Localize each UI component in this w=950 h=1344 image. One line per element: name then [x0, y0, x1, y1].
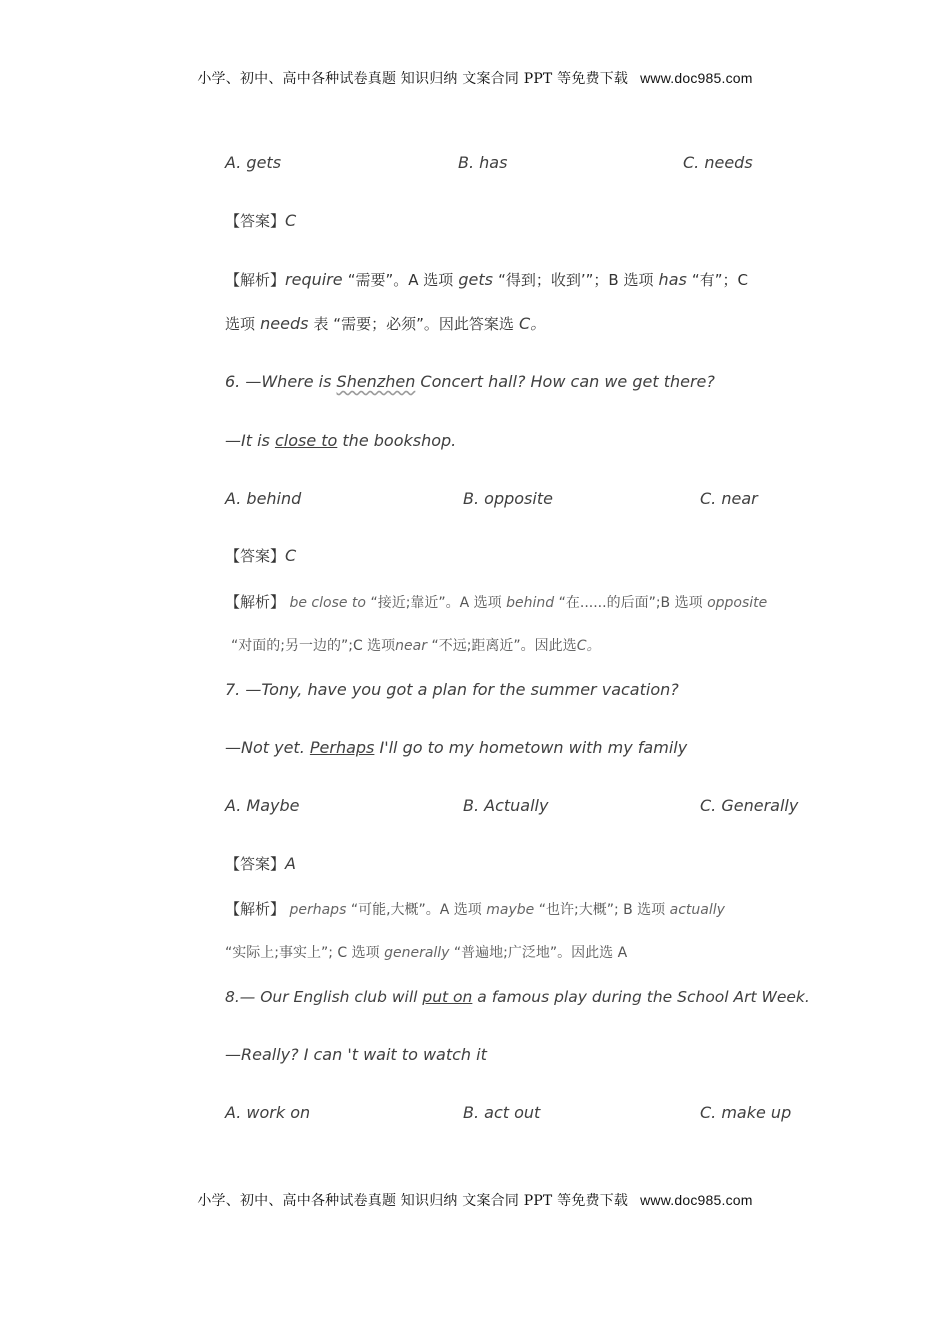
q7-analysis-line-2: [225, 943, 627, 963]
q6-prompt-a: 6. —Where is: [225, 372, 337, 391]
q7-option-b: B. Actually: [463, 796, 549, 815]
q5-answer-value: C: [285, 211, 297, 230]
q5-option-a: A. gets: [225, 153, 282, 172]
q7-prompt: 7. —Tony, have you got a plan for the summer vacation?: [225, 680, 679, 699]
q7-option-a: A. Maybe: [225, 796, 300, 815]
q6-analysis-2b: near: [395, 638, 427, 654]
q5-analysis-label: 【解析】: [225, 271, 286, 289]
footer-text: 小学、初中、高中各种试卷真题 知识归纳 文案合同 PPT 等免费下载: [197, 1193, 629, 1209]
q8-option-b: B. act out: [463, 1103, 541, 1122]
q6-analysis-1d: “在......的后面”;B 选项: [558, 595, 703, 611]
q6-analysis-2a: “对面的;另一边的”;C 选项: [231, 638, 396, 654]
q7-analysis-1a: perhaps: [289, 902, 347, 918]
q7-analysis-2c: “普遍地;广泛地”。因此选 A: [453, 945, 628, 961]
q7-analysis-1d: “也许;大概”; B 选项: [538, 902, 666, 918]
q5-answer-label: 【答案】: [225, 212, 286, 230]
q5-analysis-1b: “需要”。A 选项: [347, 271, 454, 289]
page-header: [0, 68, 950, 88]
q7-reply-c: I'll go to my hometown with my family: [374, 738, 688, 757]
q8-prompt-b: put on: [422, 988, 473, 1006]
q6-answer: [225, 546, 296, 566]
q6-analysis-line-2: [231, 636, 600, 656]
q7-answer: [225, 854, 296, 874]
footer-url[interactable]: www.doc985.com: [640, 1192, 753, 1208]
q7-option-c: C. Generally: [700, 796, 799, 815]
q6-analysis-label: 【解析】: [225, 593, 286, 611]
q5-analysis-1f: “有”；C: [691, 271, 748, 289]
q7-analysis-label: 【解析】: [225, 900, 286, 918]
q6-analysis-1b: “接近;靠近”。A 选项: [370, 595, 502, 611]
q5-analysis-line-2: [225, 314, 546, 334]
q5-analysis-line-1: [225, 270, 748, 290]
q6-analysis-2c: “不远;距离近”。因此选: [431, 638, 577, 654]
q5-analysis-2a: 选项: [225, 315, 256, 333]
q8-option-c: C. make up: [700, 1103, 792, 1122]
q8-prompt: [225, 987, 810, 1007]
q5-analysis-2b: needs: [260, 314, 309, 333]
q5-analysis-1c: gets: [458, 270, 493, 289]
q6-prompt: [225, 372, 715, 392]
q7-analysis-1e: actually: [669, 902, 725, 918]
q5-analysis-1a: require: [285, 270, 343, 289]
q5-analysis-2d: C。: [518, 314, 547, 333]
q7-analysis-1b: “可能,大概”。A 选项: [350, 902, 482, 918]
q5-option-c: C. needs: [683, 153, 753, 172]
q6-prompt-c: Concert hall? How can we get there?: [415, 372, 715, 391]
q8-prompt-a: 8.— Our English club will: [225, 988, 423, 1006]
q6-analysis-1c: behind: [506, 595, 555, 611]
q5-option-b: B. has: [458, 153, 508, 172]
q6-option-b: B. opposite: [463, 489, 553, 508]
q5-analysis-1e: has: [658, 270, 687, 289]
q7-analysis-2a: “实际上;事实上”; C 选项: [225, 945, 380, 961]
q7-analysis-line-1: [225, 899, 725, 920]
q7-analysis-2b: generally: [384, 945, 450, 961]
q7-answer-value: A: [285, 854, 296, 873]
header-text: 小学、初中、高中各种试卷真题 知识归纳 文案合同 PPT 等免费下载: [197, 71, 629, 87]
q6-analysis-1e: opposite: [707, 595, 768, 611]
q6-prompt-b: Shenzhen: [336, 372, 416, 391]
q5-analysis-1d: “得到；收到’”；B 选项: [498, 271, 654, 289]
q6-answer-value: C: [285, 546, 297, 565]
q8-prompt-c: a famous play during the School Art Week.: [472, 988, 810, 1006]
q7-analysis-1c: maybe: [486, 902, 535, 918]
q6-analysis-line-1: [225, 592, 767, 613]
q6-analysis-1a: be close to: [289, 595, 366, 611]
q7-reply-a: —Not yet.: [225, 738, 310, 757]
q6-option-c: C. near: [700, 489, 758, 508]
q5-answer: [225, 211, 296, 231]
q6-reply: [225, 431, 456, 451]
q7-answer-label: 【答案】: [225, 855, 286, 873]
q8-reply: —Really? I can 't wait to watch it: [225, 1045, 487, 1064]
q7-reply: [225, 738, 687, 758]
header-url[interactable]: www.doc985.com: [640, 70, 753, 86]
q6-analysis-2d: C。: [576, 638, 601, 654]
page-footer: [0, 1190, 950, 1210]
q8-option-a: A. work on: [225, 1103, 311, 1122]
q5-analysis-2c: 表 “需要；必须”。因此答案选: [313, 315, 514, 333]
q6-option-a: A. behind: [225, 489, 302, 508]
q7-reply-b: Perhaps: [309, 738, 375, 757]
q6-reply-c: the bookshop.: [337, 431, 457, 450]
q6-reply-b: close to: [274, 431, 338, 450]
q6-answer-label: 【答案】: [225, 547, 286, 565]
q6-reply-a: —It is: [225, 431, 275, 450]
